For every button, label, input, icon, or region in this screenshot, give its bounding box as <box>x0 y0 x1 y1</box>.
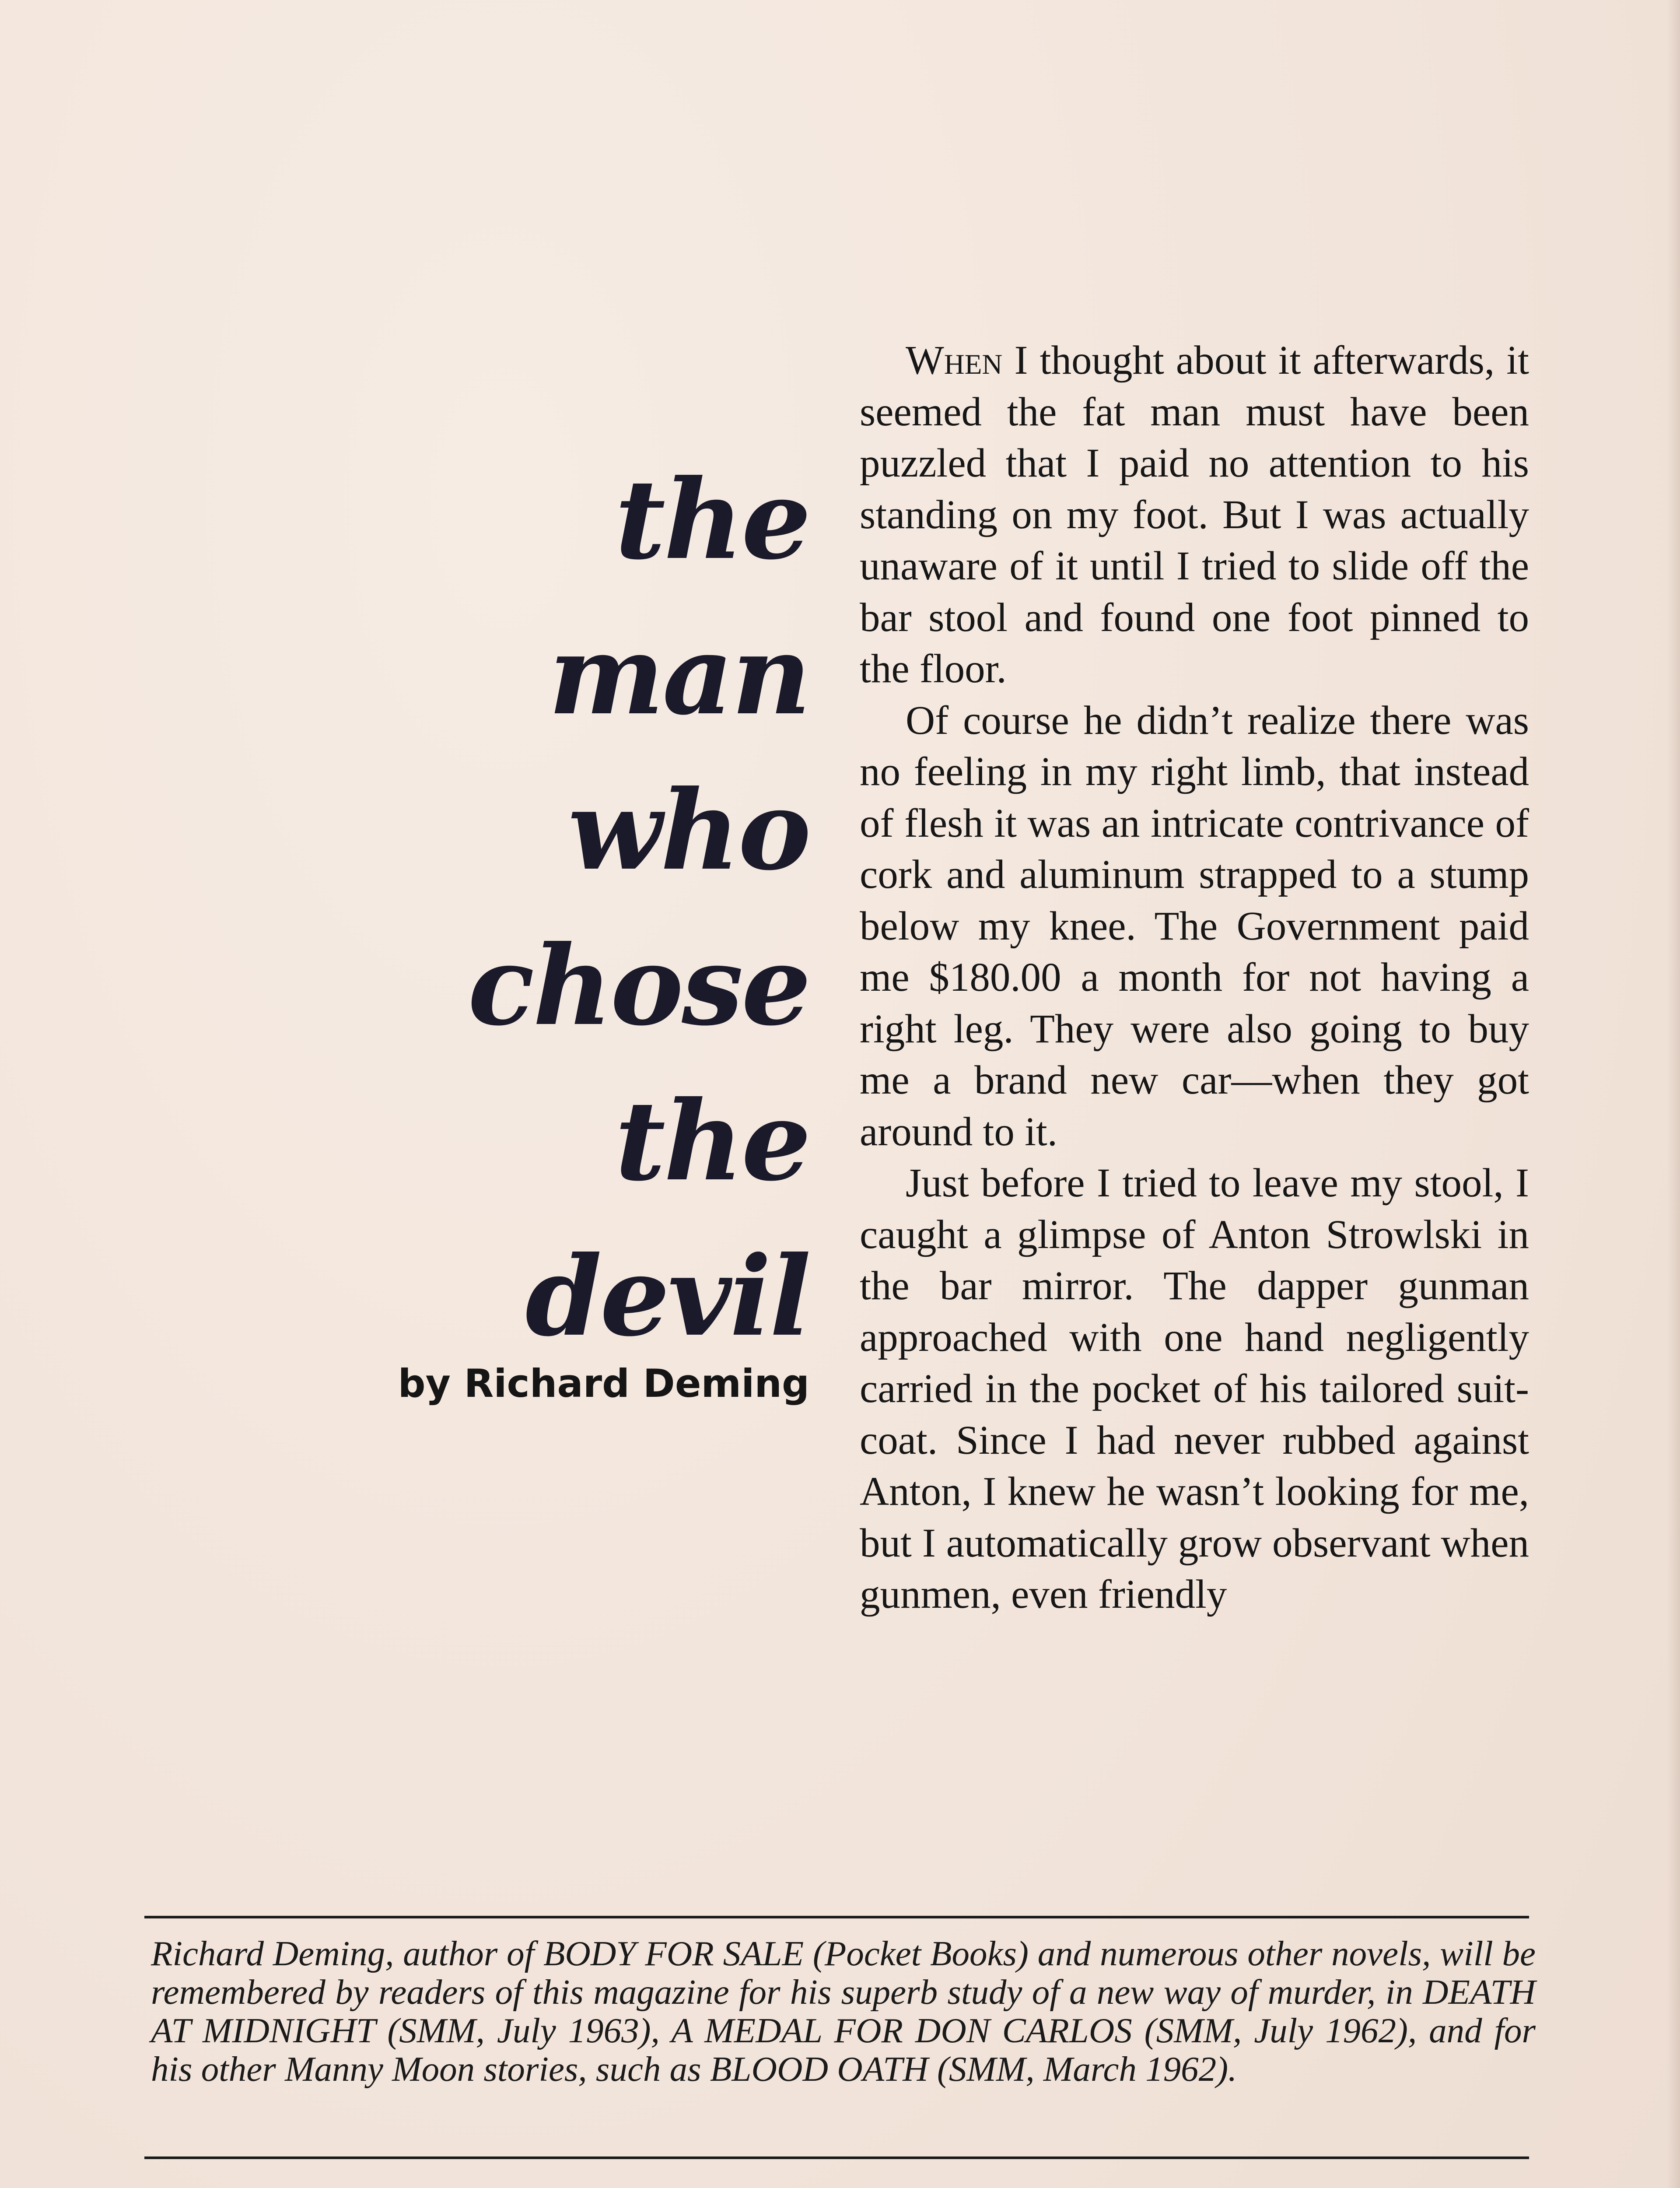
paragraph-1 <box>860 335 1529 695</box>
title-word: chose <box>468 921 809 1050</box>
opening-word: When <box>906 338 1003 383</box>
story-body <box>860 335 1529 1620</box>
page-edge-shadow <box>1667 0 1680 2188</box>
paragraph-3: Just before I tried to leave my stool, I caught a glimpse of Anton Strowlski in the bar mirror. The dapper gunman approached with one hand negligently carried in the pocket of his tailored suit-coat. Since I had never rubbed against Anton, I knew he wasn’t looking for me, but I automatically grow observant when gunmen, even friendly <box>860 1161 1529 1617</box>
title-word: the <box>615 1076 809 1205</box>
title-word: the <box>615 455 809 584</box>
title-word: who <box>568 766 809 894</box>
author-bio-note: Richard Deming, author of BODY FOR SALE (Pocket Books) and numerous other novels, will be remembered by readers of this magazine for his superb study of a new way of murder, in DEATH AT MIDNIGHT (SMM, July 1963), A MEDAL FOR DON CARLOS (SMM, July 1962), and for his other Manny Moon stories, such as BLOOD OATH (SMM, March 1962). <box>151 1934 1536 2089</box>
title-word: devil <box>525 1232 809 1360</box>
divider-rule <box>144 2156 1529 2159</box>
divider-rule <box>144 1916 1529 1918</box>
publication-credits <box>144 2186 1529 2188</box>
story-title <box>394 442 809 1374</box>
author-byline: by Richard Deming <box>398 1361 809 1406</box>
paragraph-2: Of course he didn’t realize there was no feeling in my right limb, that instead of flesh it was an intricate contrivance of cork and aluminum strapped to a stump below my knee. The Government paid me $180.00 a month for not having a right leg. They were also going to buy me a brand new car—when they got around to it. <box>860 698 1529 1154</box>
credit-line <box>144 2186 1529 2188</box>
title-word: man <box>548 610 809 739</box>
paragraph-1-text: I thought about it afterwards, it seemed the fat man must have been puzzled that I paid no attention to his standing on my foot. But I was actually unaware of it until I tried to slide off the bar stool and found one foot pinned to the floor. <box>860 338 1529 691</box>
